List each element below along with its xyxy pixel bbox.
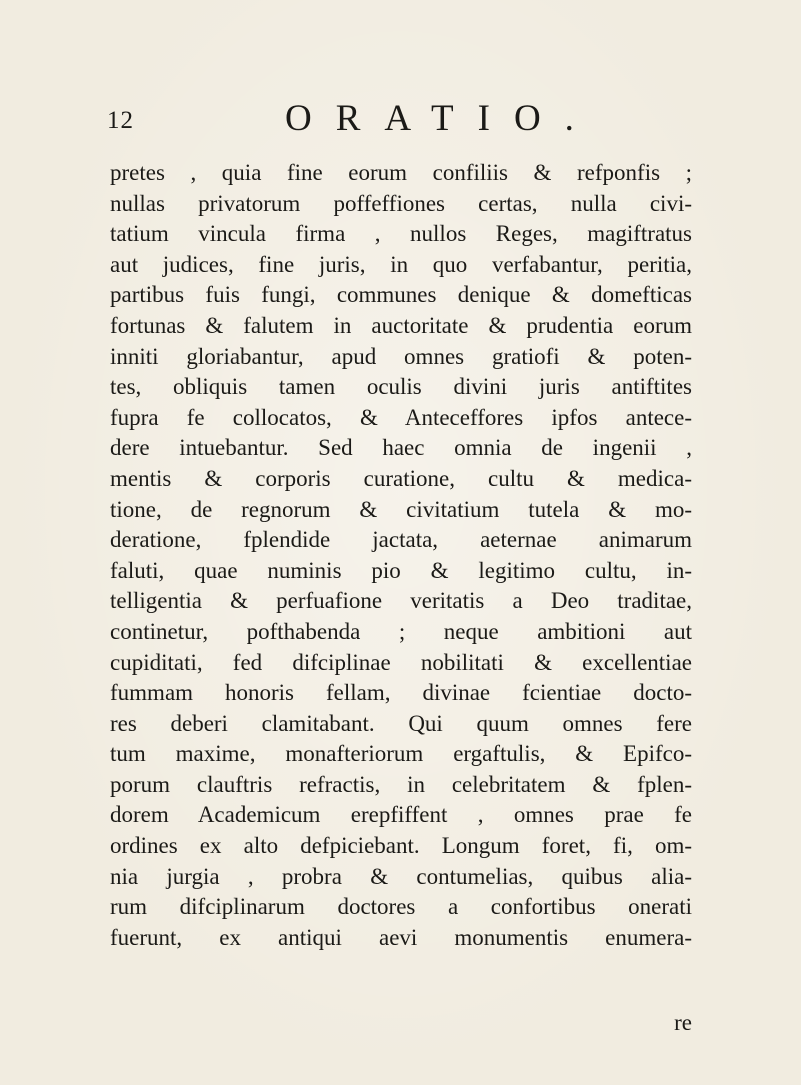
text-line: inniti gloriabantur, apud omnes gratiofi & poten- — [110, 343, 692, 369]
text-line: dere intuebantur. Sed haec omnia de ingenii , — [110, 435, 692, 461]
text-line: nullas privatorum poffeffiones certas, nulla civi- — [110, 190, 692, 216]
text-line: tione, de regnorum & civitatium tutela & mo- — [110, 496, 692, 522]
body-text — [110, 158, 692, 953]
text-line: tatium vincula firma , nullos Reges, magiftratus — [110, 221, 692, 247]
text-line: rum difciplinarum doctores a confortibus onerati — [110, 894, 692, 920]
text-line: fortunas & falutem in auctoritate & prudentia eorum — [110, 312, 692, 338]
catchword: re — [674, 1010, 692, 1035]
text-line: continetur, pofthabenda ; neque ambitioni aut — [110, 618, 692, 644]
text-line: dorem Academicum erepfiffent , omnes prae fe — [110, 802, 692, 828]
text-line: pretes , quia fine eorum confiliis & refponfis ; — [110, 160, 692, 185]
text-line: fupra fe collocatos, & Anteceffores ipfos antece- — [110, 404, 692, 430]
text-line: fummam honoris fellam, divinae fcientiae docto- — [110, 680, 692, 706]
running-head — [0, 97, 801, 143]
text-line: partibus fuis fungi, communes denique & domefticas — [110, 282, 692, 308]
text-line: cupiditati, fed difciplinae nobilitati & excellentiae — [110, 649, 692, 675]
text-line: faluti, quae numinis pio & legitimo cultu, in- — [110, 557, 692, 583]
text-line: res deberi clamitabant. Qui quum omnes fere — [110, 710, 692, 736]
text-line: tum maxime, monafteriorum ergaftulis, & Epifco- — [110, 741, 692, 767]
text-line: deratione, fplendide jactata, aeternae animarum — [110, 527, 692, 553]
page-number: 12 — [107, 107, 134, 134]
text-line: telligentia & perfuafione veritatis a Deo traditae, — [110, 588, 692, 614]
text-line: nia jurgia , probra & contumelias, quibus alia- — [110, 863, 692, 889]
text-line: tes, obliquis tamen oculis divini juris antiftites — [110, 374, 692, 400]
text-line: porum clauftris refractis, in celebritatem & fplen- — [110, 771, 692, 797]
text-line: ordines ex alto defpiciebant. Longum foret, fi, om- — [110, 833, 692, 859]
header-title: ORATIO. — [285, 98, 598, 139]
text-line: fuerunt, ex antiqui aevi monumentis enumera- — [110, 924, 692, 950]
text-line: mentis & corporis curatione, cultu & medica- — [110, 465, 692, 491]
text-line: aut judices, fine juris, in quo verfabantur, peritia, — [110, 251, 692, 277]
